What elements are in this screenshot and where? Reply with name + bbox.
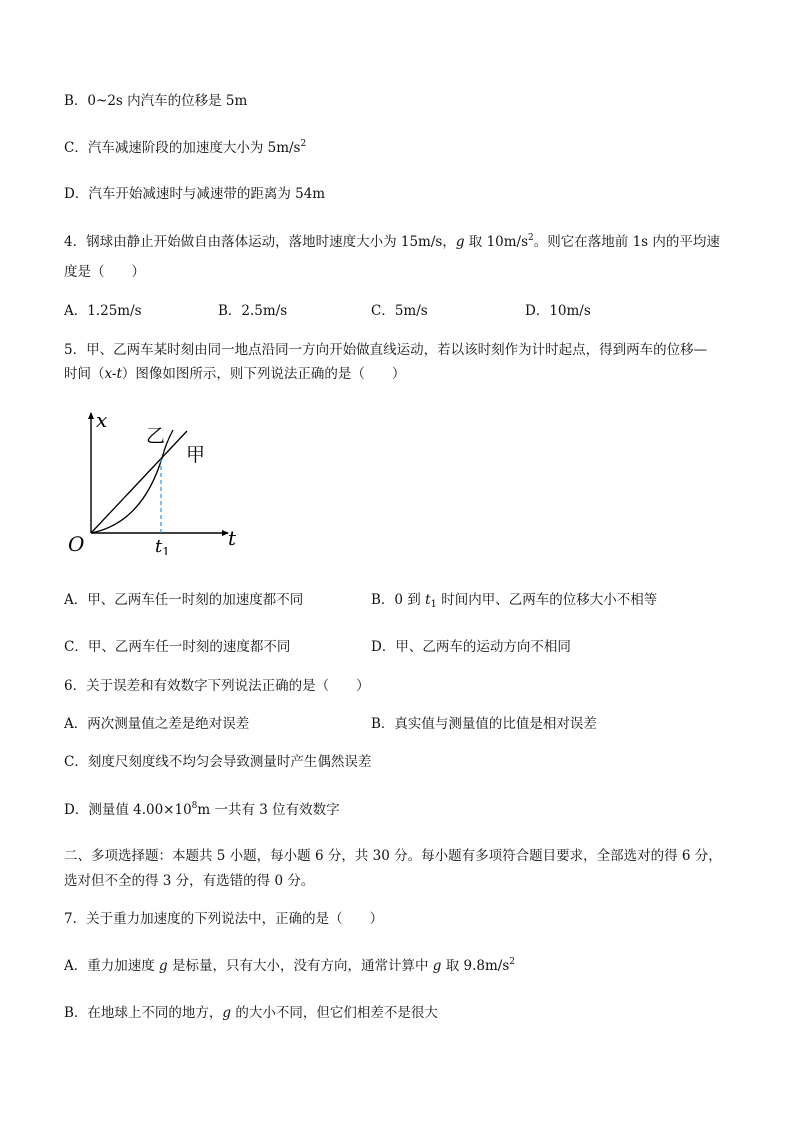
q4-stem-sup: 2 (528, 233, 534, 243)
q4-option-d: D．10m/s (525, 303, 591, 319)
q7-option-a-part3: 取 9.8m/s (441, 958, 510, 974)
tick-label-t1 (155, 536, 170, 555)
q7-stem: 7．关于重力加速度的下列说法中，正确的是（ ） (64, 911, 384, 927)
q5-stem-line1: 5．甲、乙两车某时刻由同一地点沿同一方向开始做直线运动，若以该时刻作为计时起点，得到两车的位移— (64, 342, 708, 358)
q7-option-b-part1: B．在地球上不同的地方， (64, 1005, 223, 1021)
q7-option-a-part1: A．重力加速度 (64, 958, 160, 974)
q7-option-a-sup: 2 (509, 957, 516, 967)
q4-stem (64, 232, 720, 252)
q6-option-d-part1: D．测量值 4.00×10 (64, 802, 192, 818)
q7-option-a-part2: 是标量，只有大小，没有方向，通常计算中 (167, 958, 433, 974)
q5-stem-part-a: 时间（ (64, 366, 105, 382)
q6-option-d-sup: 8 (191, 801, 198, 811)
line-jia (91, 431, 187, 533)
q7-option-b (64, 1003, 438, 1023)
q6-option-a: A．两次测量值之差是绝对误差 (64, 716, 250, 732)
origin-label: O (68, 532, 85, 555)
q4-stem-g: g (455, 234, 465, 250)
q5-option-b-part1: B．0 到 (371, 592, 426, 608)
q4-stem-part3: 。则它在落地前 1s 内的平均速 (533, 234, 720, 250)
q5-option-d: D．甲、乙两车的运动方向不相同 (371, 639, 571, 655)
q4-stem-line2: 度是（ ） (64, 264, 145, 280)
q7-option-a (64, 956, 515, 976)
q6-option-b: B．真实值与测量值的比值是相对误差 (371, 716, 597, 732)
q5-option-b-sub: 1 (430, 599, 437, 610)
xt-graph (62, 405, 252, 555)
section2-line1: 二、多项选择题：本题共 5 小题，每小题 6 分，共 30 分。每小题有多项符合题目要求，全部选对的得 6 分， (64, 848, 722, 864)
tick-sub: 1 (162, 545, 170, 555)
q5-stem-part-b: ）图像如图所示，则下列说法正确的是（ ） (121, 366, 406, 382)
q7-option-b-g: g (222, 1005, 232, 1021)
q5-stem-var: x-t (104, 366, 122, 382)
q4-option-c: C．5m/s (371, 303, 428, 319)
q6-stem: 6．关于误差和有效数字下列说法正确的是（ ） (64, 678, 370, 694)
q5-option-b-part2: 时间内甲、乙两车的位移大小不相等 (436, 592, 658, 608)
q5-option-b-t: t (425, 592, 431, 608)
label-yi: 乙 (146, 425, 166, 447)
q3-option-c-sup: 2 (300, 139, 307, 149)
q3-option-b: B．0~2s 内汽车的位移是 5m (64, 93, 248, 109)
q7-option-a-g: g (159, 958, 168, 974)
q5-stem-line2 (64, 364, 405, 384)
q6-option-d (64, 800, 340, 820)
tick-t: t (155, 536, 163, 555)
section2-line2: 选对但不全的得 3 分，有选错的得 0 分。 (64, 873, 315, 889)
q7-option-b-part2: 的大小不同，但它们相差不是很大 (231, 1005, 438, 1021)
q3-option-d: D．汽车开始减速时与减速带的距离为 54m (64, 186, 326, 202)
axis-label-x: x (96, 408, 108, 432)
q4-stem-part2: 取 10m/s (464, 234, 529, 250)
label-jia: 甲 (186, 444, 206, 466)
q5-option-a: A．甲、乙两车任一时刻的加速度都不同 (64, 592, 304, 608)
q7-option-a-g2: g (432, 958, 442, 974)
q5-option-b (371, 590, 657, 610)
q5-option-c: C．甲、乙两车任一时刻的速度都不同 (64, 639, 291, 655)
q6-option-d-part2: m 一共有 3 位有效数字 (197, 802, 340, 818)
q4-option-a: A．1.25m/s (64, 303, 142, 319)
q4-option-b: B．2.5m/s (218, 303, 288, 319)
q6-option-c: C．刻度尺刻度线不均匀会导致测量时产生偶然误差 (64, 754, 372, 770)
q3-option-c (64, 138, 306, 158)
q4-stem-part1: 4．钢球由静止开始做自由落体运动，落地时速度大小为 15m/s， (64, 234, 456, 250)
axis-label-t: t (228, 526, 237, 550)
q3-option-c-text: C．汽车减速阶段的加速度大小为 5m/s (64, 140, 301, 156)
